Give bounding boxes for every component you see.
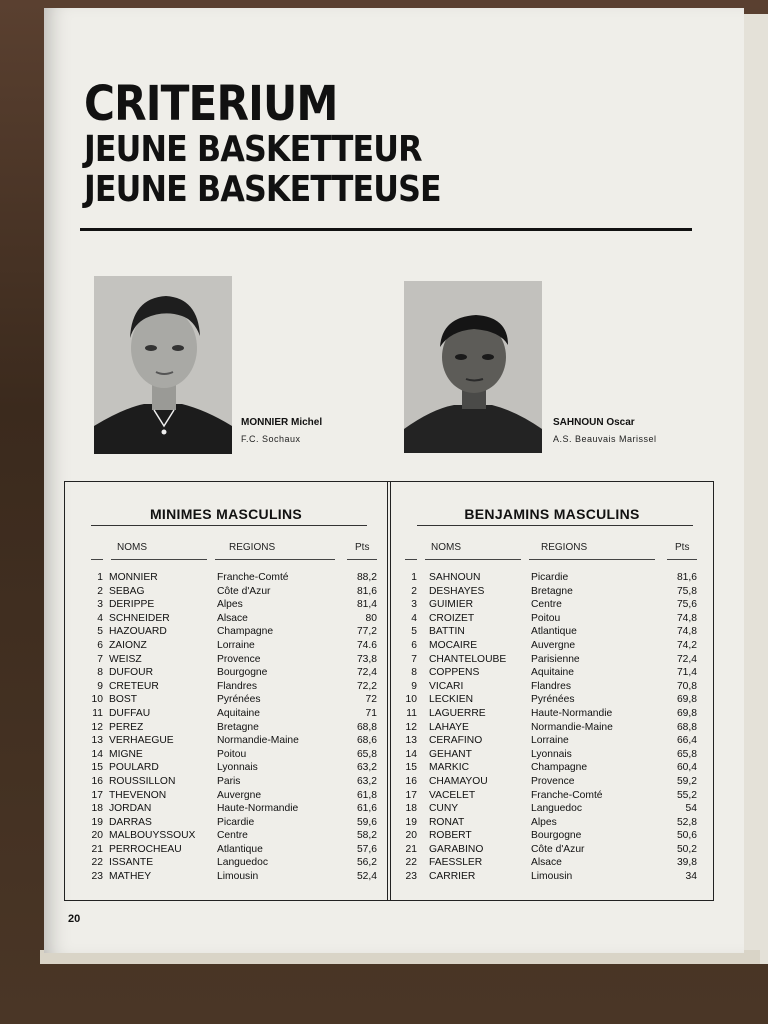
rank-cell: 8 (97, 667, 103, 679)
ranking-row (65, 722, 387, 736)
name-cell: VERHAEGUE (109, 735, 174, 747)
points-cell: 74,2 (676, 639, 697, 651)
region-cell: Provence (531, 775, 575, 787)
name-cell: DERIPPE (109, 599, 155, 611)
region-cell: Atlantique (531, 626, 577, 638)
minimes-column (65, 482, 387, 900)
title-line-3: JEUNE BASKETTEUSE (84, 169, 441, 210)
points-cell: 81,6 (356, 585, 377, 597)
region-cell: Centre (531, 599, 562, 611)
name-cell: DUFFAU (109, 707, 151, 719)
rank-cell: 7 (411, 653, 417, 665)
points-cell: 81,4 (356, 599, 377, 611)
name-cell: LECKIEN (429, 694, 474, 706)
rank-cell: 5 (97, 626, 103, 638)
rank-cell: 2 (97, 585, 103, 597)
title-line-1: CRITERIUM (84, 76, 338, 132)
region-cell: Bretagne (217, 721, 259, 733)
rank-cell: 17 (405, 789, 417, 801)
rank-cell: 9 (97, 680, 103, 692)
header-noms: NOMS (431, 542, 461, 553)
region-cell: Provence (217, 653, 261, 665)
ranking-row (65, 586, 387, 600)
title-rule (80, 228, 692, 231)
rank-cell: 7 (97, 653, 103, 665)
rank-cell: 21 (91, 843, 103, 855)
points-cell: 72,2 (356, 680, 377, 692)
ranking-row (391, 722, 713, 736)
ranking-row (65, 803, 387, 817)
points-cell: 68,8 (356, 721, 377, 733)
minimes-rows (65, 572, 387, 885)
points-cell: 75,8 (676, 585, 697, 597)
rank-cell: 20 (405, 830, 417, 842)
region-cell: Auvergne (531, 639, 576, 651)
header-rule (529, 559, 655, 560)
name-cell: CERAFINO (429, 735, 483, 747)
name-cell: MARKIC (429, 762, 470, 774)
ranking-row (65, 844, 387, 858)
ranking-row (65, 790, 387, 804)
points-cell: 54 (685, 803, 697, 815)
name-cell: CHANTELOUBE (429, 653, 507, 665)
points-cell: 34 (685, 871, 697, 883)
rank-cell: 3 (411, 599, 417, 611)
header-rule (347, 559, 377, 560)
points-cell: 80 (365, 612, 377, 624)
points-cell: 59,6 (356, 816, 377, 828)
points-cell: 70,8 (676, 680, 697, 692)
name-cell: MALBOUYSSOUX (109, 830, 196, 842)
points-cell: 66,4 (676, 735, 697, 747)
name-cell: DUFOUR (109, 667, 154, 679)
points-cell: 63,2 (356, 762, 377, 774)
points-cell: 61,8 (356, 789, 377, 801)
rank-cell: 19 (91, 816, 103, 828)
rank-cell: 22 (91, 857, 103, 869)
region-cell: Alsace (217, 612, 248, 624)
name-cell: CUNY (429, 803, 459, 815)
points-cell: 68,8 (676, 721, 697, 733)
points-cell: 63,2 (356, 775, 377, 787)
name-cell: CHAMAYOU (429, 775, 488, 787)
player-name-2: SAHNOUN Oscar (553, 417, 635, 428)
region-cell: Champagne (217, 626, 274, 638)
name-cell: ROBERT (429, 830, 472, 842)
rank-cell: 5 (411, 626, 417, 638)
region-cell: Alpes (217, 599, 243, 611)
points-cell: 52,4 (356, 871, 377, 883)
region-cell: Aquitaine (531, 667, 574, 679)
rank-cell: 11 (406, 707, 417, 719)
region-cell: Picardie (217, 816, 255, 828)
points-cell: 61,6 (356, 803, 377, 815)
header-rule (91, 559, 103, 560)
name-cell: FAESSLER (429, 857, 483, 869)
rank-cell: 2 (411, 585, 417, 597)
rank-cell: 10 (91, 694, 103, 706)
rank-cell: 11 (92, 707, 103, 719)
name-cell: COPPENS (429, 667, 480, 679)
ranking-row (65, 871, 387, 885)
name-cell: VICARI (429, 680, 464, 692)
name-cell: ZAIONZ (109, 639, 147, 651)
header-noms: NOMS (117, 542, 147, 553)
ranking-row (391, 830, 713, 844)
name-cell: CRETEUR (109, 680, 159, 692)
name-cell: SEBAG (109, 585, 145, 597)
rank-cell: 19 (405, 816, 417, 828)
ranking-row (391, 749, 713, 763)
header-pts: Pts (355, 542, 370, 553)
rank-cell: 4 (411, 612, 417, 624)
title-block (84, 78, 489, 210)
region-cell: Haute-Normandie (531, 707, 613, 719)
region-cell: Haute-Normandie (217, 803, 299, 815)
player-name-1: MONNIER Michel (241, 417, 323, 428)
title-underline (417, 525, 693, 526)
page-number: 20 (68, 913, 81, 925)
rank-cell: 18 (91, 803, 103, 815)
minimes-title: MINIMES MASCULINS (149, 506, 303, 522)
ranking-row (65, 776, 387, 790)
region-cell: Bourgogne (531, 830, 582, 842)
ranking-row (391, 776, 713, 790)
ranking-row (391, 844, 713, 858)
points-cell: 72 (365, 694, 377, 706)
points-cell: 52,8 (676, 816, 697, 828)
ranking-row (65, 762, 387, 776)
points-cell: 73,8 (356, 653, 377, 665)
header-rule (111, 559, 207, 560)
ranking-row (65, 857, 387, 871)
ranking-row (65, 626, 387, 640)
benjamins-title: BENJAMINS MASCULINS (464, 506, 640, 522)
region-cell: Côte d'Azur (217, 585, 271, 597)
player-photo-sahnoun (404, 281, 542, 453)
rank-cell: 12 (91, 721, 103, 733)
name-cell: LAGUERRE (429, 707, 486, 719)
rank-cell: 22 (405, 857, 417, 869)
region-cell: Lyonnais (217, 762, 258, 774)
ranking-row (391, 586, 713, 600)
points-cell: 74,8 (676, 612, 697, 624)
rank-cell: 15 (405, 762, 417, 774)
ranking-row (65, 694, 387, 708)
name-cell: THEVENON (109, 789, 167, 801)
points-cell: 50,6 (676, 830, 697, 842)
region-cell: Côte d'Azur (531, 843, 585, 855)
rank-cell: 18 (405, 803, 417, 815)
rank-cell: 9 (411, 680, 417, 692)
name-cell: GARABINO (429, 843, 484, 855)
region-cell: Centre (217, 830, 248, 842)
points-cell: 81,6 (676, 572, 697, 583)
ranking-row (391, 572, 713, 586)
points-cell: 39,8 (676, 857, 697, 869)
name-cell: CARRIER (429, 871, 476, 883)
points-cell: 65,8 (676, 748, 697, 760)
name-cell: GUIMIER (429, 599, 474, 611)
region-cell: Parisienne (531, 653, 580, 665)
points-cell: 50,2 (676, 843, 697, 855)
region-cell: Poitou (531, 612, 561, 624)
points-cell: 58,2 (356, 830, 377, 842)
header-pts: Pts (675, 542, 690, 553)
points-cell: 75,6 (676, 599, 697, 611)
region-cell: Normandie-Maine (217, 735, 299, 747)
ranking-row (391, 803, 713, 817)
points-cell: 71 (365, 707, 377, 719)
name-cell: PERROCHEAU (109, 843, 182, 855)
title-underline (91, 525, 367, 526)
rank-cell: 14 (405, 748, 417, 760)
points-cell: 74,8 (676, 626, 697, 638)
ranking-row (65, 640, 387, 654)
region-cell: Franche-Comté (531, 789, 603, 801)
region-cell: Bourgogne (217, 667, 268, 679)
points-cell: 88,2 (356, 572, 377, 583)
ranking-row (391, 817, 713, 831)
rank-cell: 17 (91, 789, 103, 801)
name-cell: MOCAIRE (429, 639, 478, 651)
rank-cell: 15 (91, 762, 103, 774)
region-cell: Pyrénées (217, 694, 261, 706)
ranking-row (391, 626, 713, 640)
region-cell: Lorraine (531, 735, 569, 747)
name-cell: BATTIN (429, 626, 465, 638)
name-cell: HAZOUARD (109, 626, 167, 638)
rank-cell: 16 (405, 775, 417, 787)
rank-cell: 8 (411, 667, 417, 679)
ranking-row (391, 708, 713, 722)
ranking-row (65, 830, 387, 844)
name-cell: VACELET (429, 789, 476, 801)
region-cell: Picardie (531, 572, 569, 583)
rank-cell: 13 (91, 735, 103, 747)
name-cell: ISSANTE (109, 857, 154, 869)
name-cell: JORDAN (109, 803, 152, 815)
ranking-row (391, 654, 713, 668)
header-rule (667, 559, 697, 560)
region-cell: Poitou (217, 748, 247, 760)
name-cell: CROIZET (429, 612, 475, 624)
rank-cell: 16 (91, 775, 103, 787)
rank-cell: 21 (405, 843, 417, 855)
magazine-page (44, 8, 744, 953)
region-cell: Champagne (531, 762, 588, 774)
rank-cell: 20 (91, 830, 103, 842)
region-cell: Auvergne (217, 789, 262, 801)
rank-cell: 12 (405, 721, 417, 733)
region-cell: Atlantique (217, 843, 263, 855)
name-cell: SAHNOUN (429, 572, 481, 583)
ranking-row (65, 654, 387, 668)
points-cell: 69,8 (676, 694, 697, 706)
name-cell: DESHAYES (429, 585, 485, 597)
points-cell: 69,8 (676, 707, 697, 719)
ranking-row (65, 749, 387, 763)
region-cell: Paris (217, 775, 241, 787)
region-cell: Pyrénées (531, 694, 575, 706)
region-cell: Franche-Comté (217, 572, 289, 583)
rank-cell: 1 (97, 572, 103, 583)
ranking-row (391, 871, 713, 885)
name-cell: LAHAYE (429, 721, 469, 733)
name-cell: PEREZ (109, 721, 144, 733)
region-cell: Alpes (531, 816, 557, 828)
ranking-row (65, 599, 387, 613)
header-rule (215, 559, 335, 560)
ranking-row (391, 613, 713, 627)
points-cell: 65,8 (356, 748, 377, 760)
rank-cell: 6 (97, 639, 103, 651)
name-cell: MATHEY (109, 871, 152, 883)
rank-cell: 23 (91, 871, 103, 883)
name-cell: POULARD (109, 762, 159, 774)
name-cell: WEISZ (109, 653, 142, 665)
ranking-row (65, 613, 387, 627)
ranking-row (65, 572, 387, 586)
ranking-row (391, 762, 713, 776)
ranking-row (391, 694, 713, 708)
player-club-2: A.S. Beauvais Marissel (553, 434, 657, 444)
ranking-row (65, 708, 387, 722)
name-cell: RONAT (429, 816, 465, 828)
header-rule (425, 559, 521, 560)
region-cell: Languedoc (531, 803, 582, 815)
name-cell: ROUSSILLON (109, 775, 176, 787)
benjamins-rows (391, 572, 713, 885)
ranking-row (65, 817, 387, 831)
points-cell: 72,4 (676, 653, 697, 665)
ranking-row (65, 667, 387, 681)
ranking-row (391, 857, 713, 871)
rank-cell: 4 (97, 612, 103, 624)
region-cell: Lyonnais (531, 748, 572, 760)
rank-cell: 14 (91, 748, 103, 760)
ranking-row (391, 735, 713, 749)
points-cell: 71,4 (676, 667, 697, 679)
region-cell: Flandres (531, 680, 572, 692)
points-cell: 74.6 (356, 639, 377, 651)
ranking-row (391, 681, 713, 695)
name-cell: GEHANT (429, 748, 472, 760)
rank-cell: 10 (405, 694, 417, 706)
points-cell: 59,2 (676, 775, 697, 787)
player-photo-monnier (94, 276, 232, 454)
region-cell: Aquitaine (217, 707, 260, 719)
points-cell: 77,2 (356, 626, 377, 638)
player-club-1: F.C. Sochaux (241, 434, 301, 444)
name-cell: MONNIER (109, 572, 158, 583)
title-line-2: JEUNE BASKETTEUR (84, 129, 422, 170)
rank-cell: 13 (405, 735, 417, 747)
header-rule (405, 559, 417, 560)
rankings-box (64, 481, 714, 901)
points-cell: 72,4 (356, 667, 377, 679)
region-cell: Normandie-Maine (531, 721, 613, 733)
name-cell: SCHNEIDER (109, 612, 170, 624)
name-cell: BOST (109, 694, 138, 706)
region-cell: Limousin (217, 871, 259, 883)
points-cell: 60,4 (676, 762, 697, 774)
ranking-row (391, 599, 713, 613)
name-cell: DARRAS (109, 816, 152, 828)
region-cell: Flandres (217, 680, 258, 692)
points-cell: 56,2 (356, 857, 377, 869)
ranking-row (391, 640, 713, 654)
region-cell: Limousin (531, 871, 573, 883)
header-regions: REGIONS (229, 542, 276, 553)
ranking-row (65, 735, 387, 749)
name-cell: MIGNE (109, 748, 143, 760)
region-cell: Lorraine (217, 639, 255, 651)
region-cell: Bretagne (531, 585, 573, 597)
header-regions: REGIONS (541, 542, 588, 553)
benjamins-column (391, 482, 713, 900)
rank-cell: 23 (405, 871, 417, 883)
region-cell: Alsace (531, 857, 562, 869)
points-cell: 68,6 (356, 735, 377, 747)
ranking-row (65, 681, 387, 695)
points-cell: 55,2 (676, 789, 697, 801)
ranking-row (391, 667, 713, 681)
region-cell: Languedoc (217, 857, 268, 869)
rank-cell: 6 (411, 639, 417, 651)
rank-cell: 3 (97, 599, 103, 611)
points-cell: 57,6 (356, 843, 377, 855)
rank-cell: 1 (411, 572, 417, 583)
ranking-row (391, 790, 713, 804)
